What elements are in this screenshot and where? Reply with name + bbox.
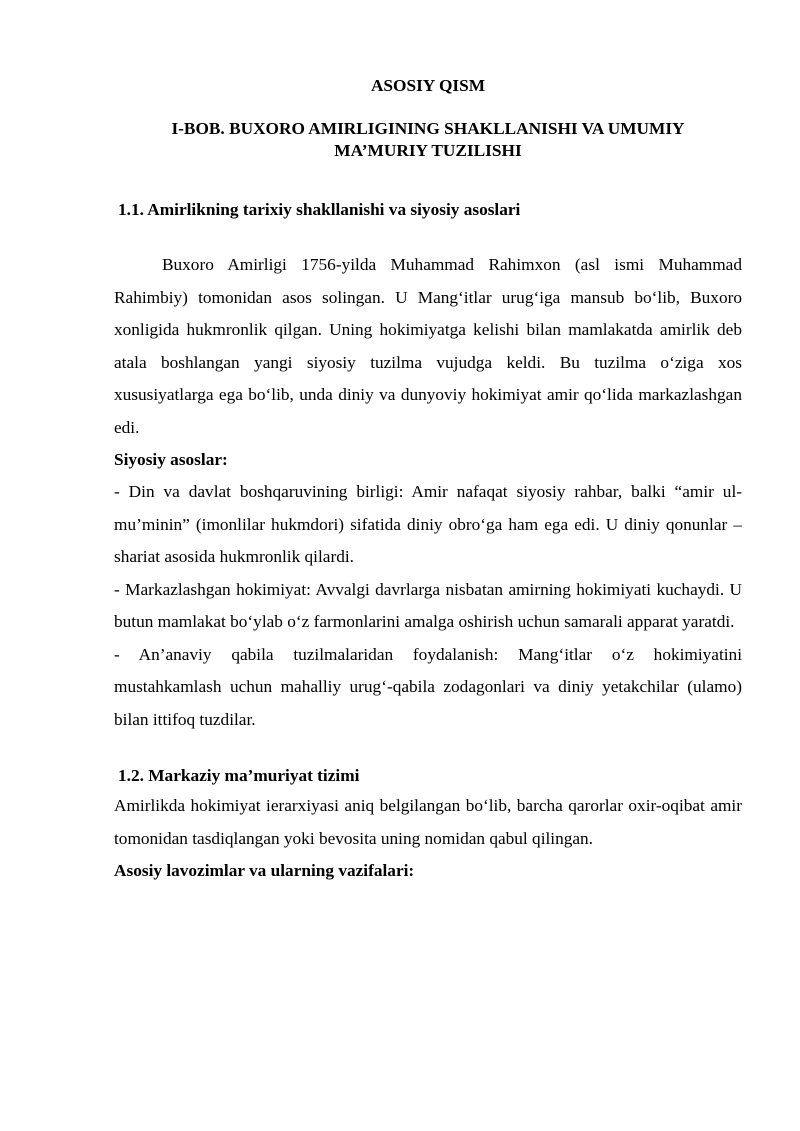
- chapter-title-line-2: MA’MURIY TUZILISHI: [334, 141, 522, 160]
- section-2-title: 1.2. Markaziy ma’muriyat tizimi: [118, 766, 360, 785]
- chapter-title: [114, 118, 742, 162]
- list-item: - An’anaviy qabila tuzilmalaridan foydalanish: Mang‘itlar o‘z hokimiyatini mustahkamlash uchun mahalliy urug‘-qabila zodagonlari va diniy yetakchilar (ulamo) bilan ittifoq tuzdilar.: [114, 644, 742, 729]
- list-item: - Din va davlat boshqaruvining birligi: Amir nafaqat siyosiy rahbar, balki “amir ul-mu’minin” (imonlilar hukmdori) sifatida diniy obro‘ga ham ega edi. U diniy qonunlar – shariat asosida hukmronlik qilardi.: [114, 482, 742, 566]
- main-positions-heading: Asosiy lavozimlar va ularning vazifalari:: [114, 861, 415, 880]
- section-1-intro-paragraph: Buxoro Amirligi 1756-yilda Muhammad Rahimxon (asl ismi Muhammad Rahimbiy) tomonidan asos solingan. U Mang‘itlar urug‘iga mansub bo‘lib, Buxoro xonligida hukmronlik qilgan. Uning hokimiyatga kelishi bilan mamlakatda amirlik deb atala boshlangan yangi siyosiy tuzilma vujudga keldi. Bu tuzilma o‘ziga xos xususiyatlarga ega bo‘lib, unda diniy va dunyoviy hokimiyat amir qo‘lida markazlashgan edi.: [114, 255, 742, 437]
- section-2-intro-paragraph: Amirlikda hokimiyat ierarxiyasi aniq belgilangan bo‘lib, barcha qarorlar oxir-oqibat amir tomonidan tasdiqlangan yoki bevosita uning nomidan qabul qilingan.: [114, 796, 742, 848]
- chapter-title-line-1: I-BOB. BUXORO AMIRLIGINING SHAKLLANISHI VA UMUMIY: [171, 119, 685, 138]
- section-1-title: 1.1. Amirlikning tarixiy shakllanishi va siyosiy asoslari: [118, 200, 521, 219]
- political-foundations-heading: Siyosiy asoslar:: [114, 450, 228, 469]
- document-page: [114, 74, 742, 887]
- list-item: - Markazlashgan hokimiyat: Avvalgi davrlarga nisbatan amirning hokimiyati kuchaydi. U butun mamlakat bo‘ylab o‘z farmonlarini amalga oshirish uchun samarali apparat yaratdi.: [114, 579, 742, 631]
- part-title: ASOSIY QISM: [370, 76, 486, 95]
